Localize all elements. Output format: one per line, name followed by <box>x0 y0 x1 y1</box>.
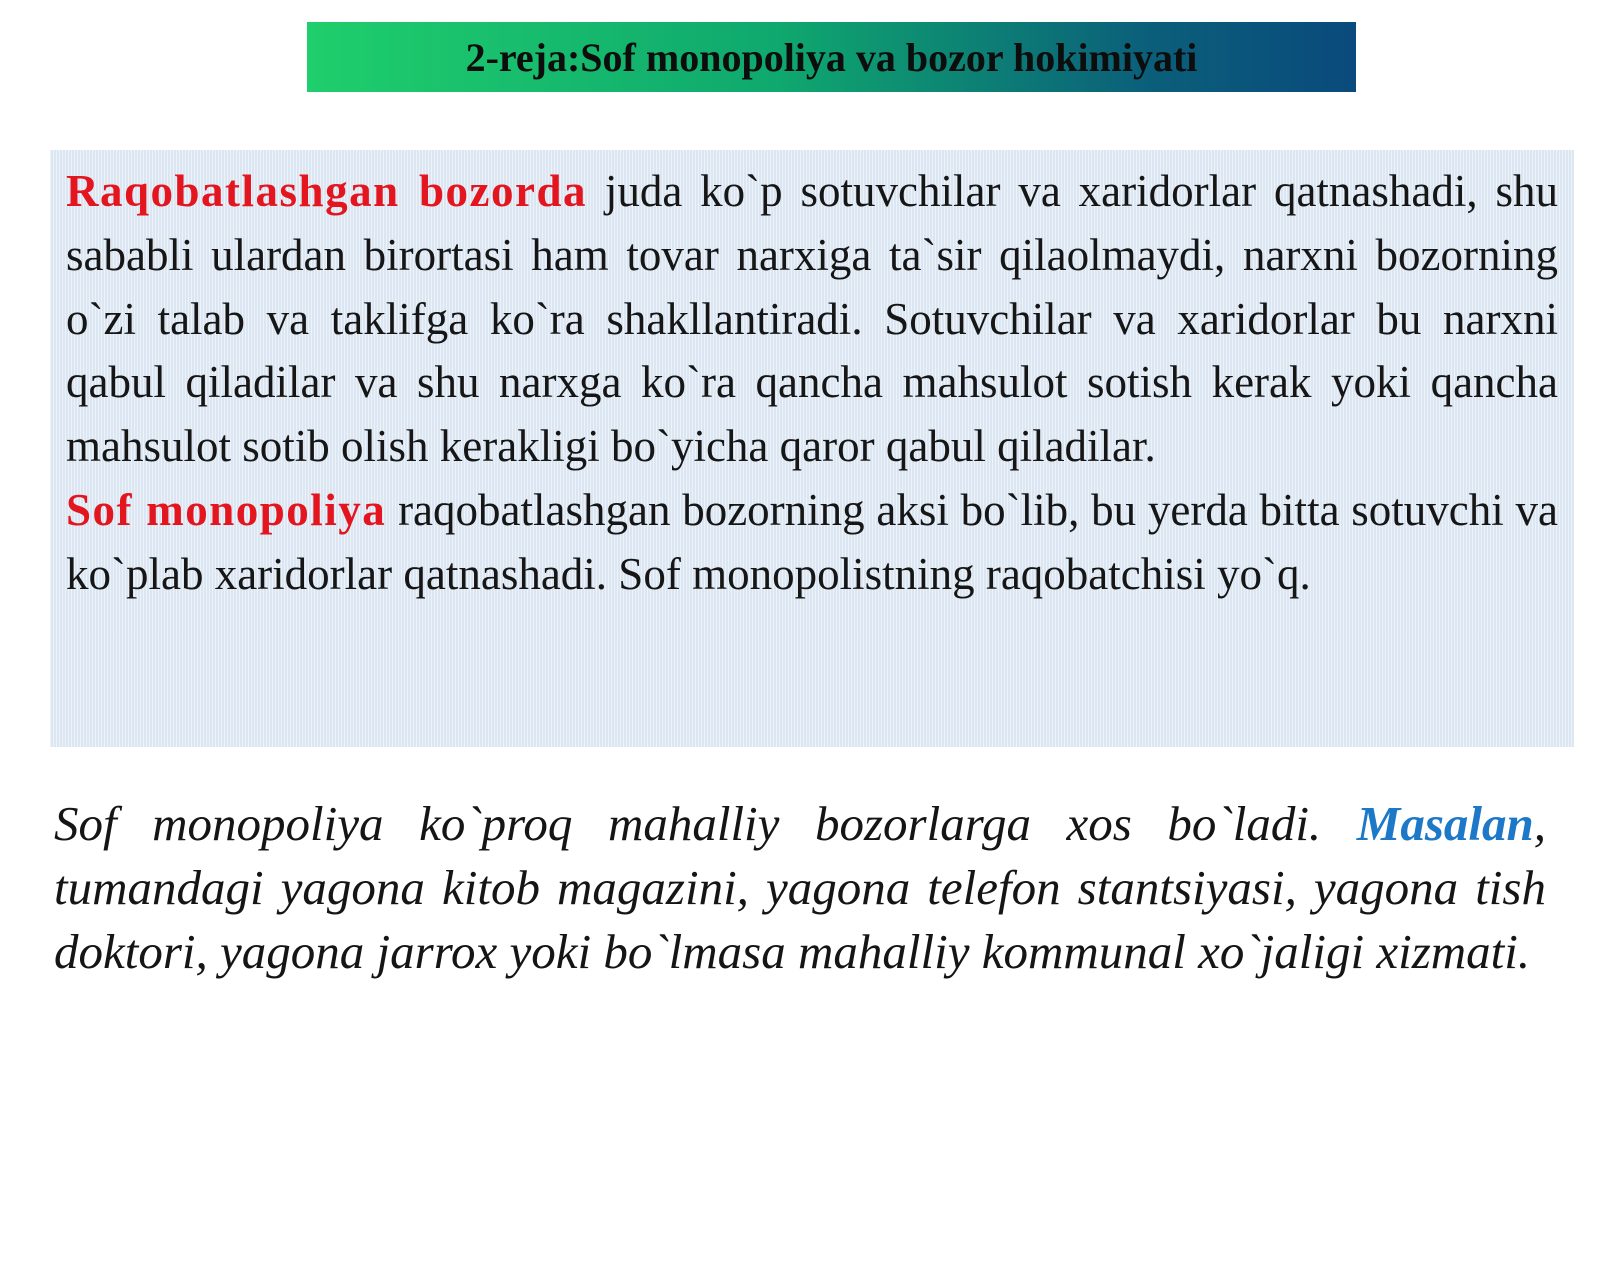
pure-monopoly-term: Sof monopoliya <box>66 484 387 535</box>
competitive-market-text: juda ko`p sotuvchilar va xaridorlar qatnashadi, shu sababli ulardan birortasi ham tovar narxiga ta`sir qilaolmaydi, narxni bozorning o`zi talab va taklifga ko`ra shakllantiradi. Sotuvchilar va xaridorlar bu narxni qabul qiladilar va shu narxga ko`ra qancha mahsulot sotish kerak yoki qancha mahsulot sotib olish kerakligi bo`yicha qaror qabul qiladilar. <box>66 166 1559 472</box>
slide-title-bar <box>307 22 1356 92</box>
example-paragraph <box>54 792 1546 984</box>
competitive-market-paragraph <box>66 160 1558 479</box>
example-intro: Sof monopoliya ko`proq mahalliy bozorlarga xos bo`ladi. <box>54 796 1322 851</box>
example-highlight: Masalan <box>1356 796 1534 851</box>
pure-monopoly-paragraph <box>66 479 1558 607</box>
pure-monopoly-text: raqobatlashgan bozorning aksi bo`lib, bu yerda bitta sotuvchi va ko`plab xaridorlar qatnashadi. Sof monopolistning raqobatchisi yo`q. <box>66 484 1558 599</box>
competitive-market-term: Raqobatlashgan bozorda <box>66 166 587 216</box>
definition-box <box>50 150 1574 747</box>
example-rest: , tumandagi yagona kitob magazini, yagona telefon stantsiyasi, yagona tish doktori, yagona jarrox yoki bo`lmasa mahalliy kommunal xo`jaligi xizmati. <box>54 796 1547 979</box>
slide-title: 2-reja:Sof monopoliya va bozor hokimiyati <box>465 34 1198 80</box>
